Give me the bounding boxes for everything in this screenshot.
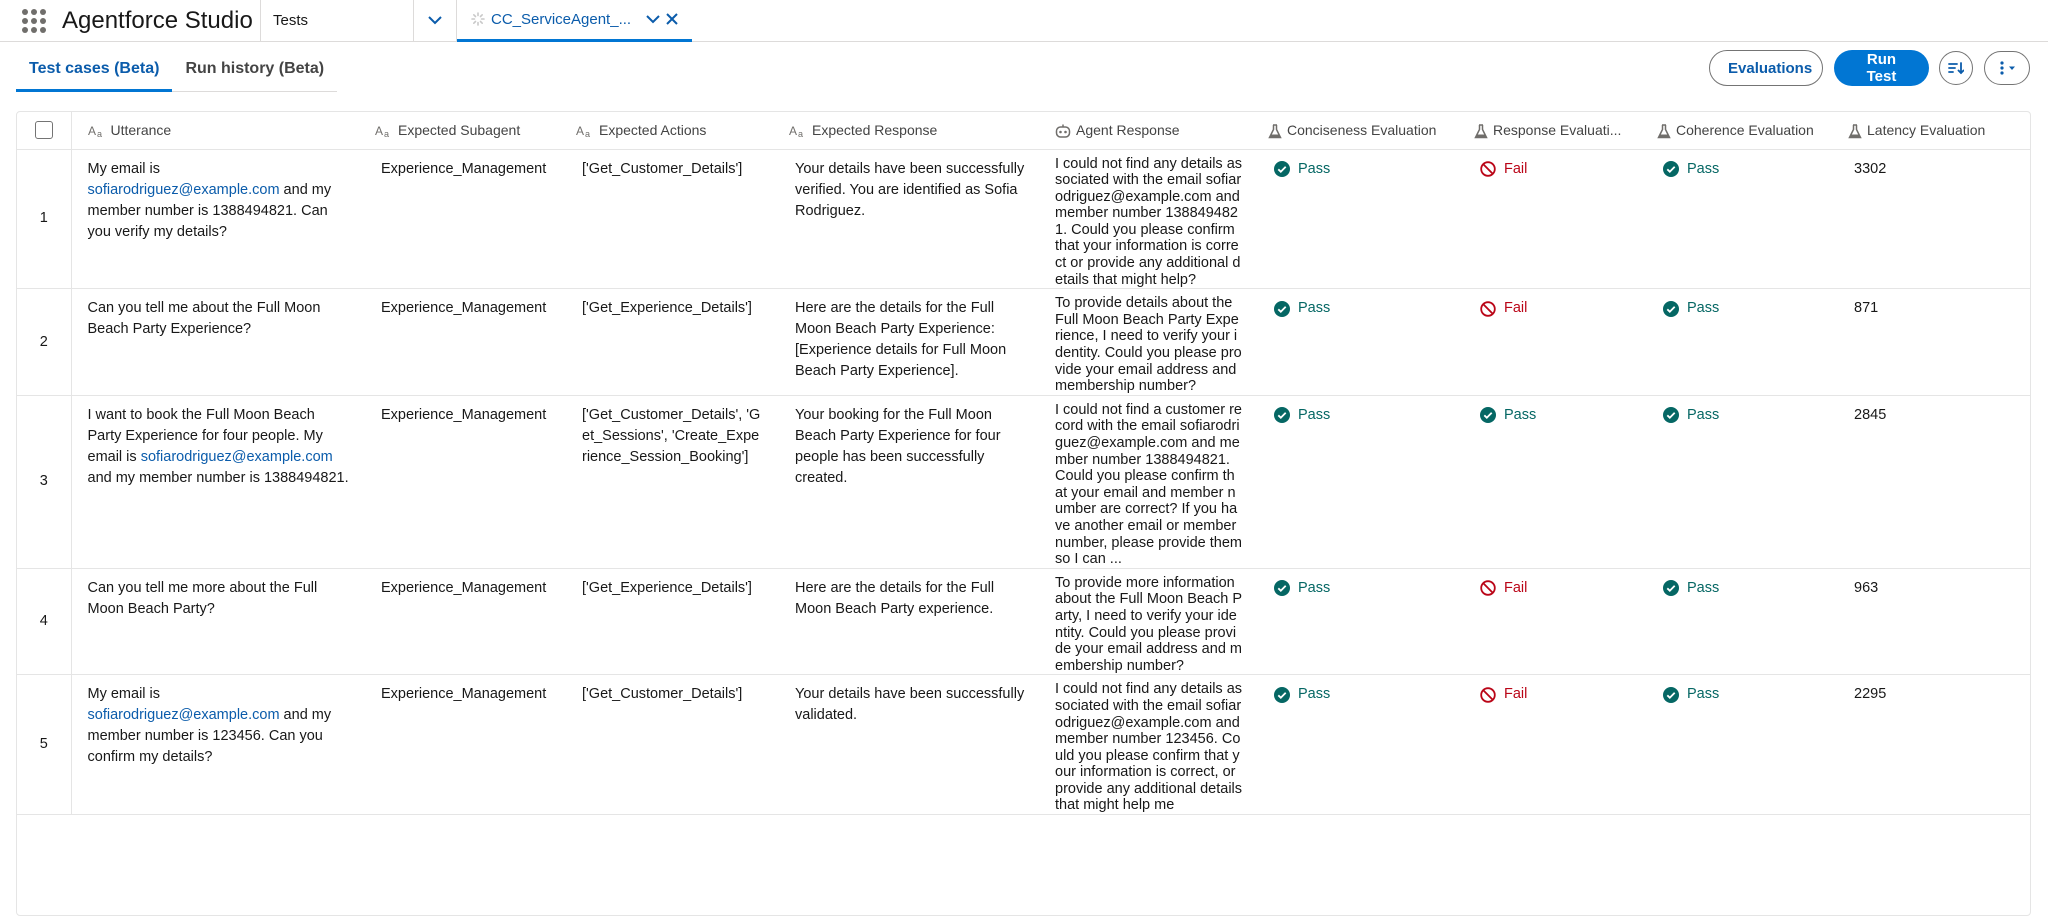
row-number: 1 [17, 149, 71, 289]
conciseness-cell [1258, 289, 1464, 396]
conciseness-cell [1258, 149, 1464, 289]
row-number: 2 [17, 289, 71, 396]
email-link[interactable]: sofiarodriguez@example.com [87, 181, 280, 198]
svg-text:A: A [789, 124, 798, 139]
app-name: Agentforce Studio [62, 6, 253, 34]
ban-icon [1480, 580, 1496, 596]
success-icon [1274, 301, 1290, 317]
success-icon [1663, 407, 1679, 423]
success-icon [1480, 407, 1496, 423]
tab-title: CC_ServiceAgent_... [491, 10, 632, 28]
sort-button[interactable] [1939, 51, 1973, 85]
more-actions-button[interactable] [1984, 51, 2030, 85]
status-pass [1663, 405, 1719, 426]
flask-icon [1848, 124, 1862, 139]
text-field-icon [88, 124, 106, 138]
success-icon [1663, 687, 1679, 703]
expected-subagent-cell: Experience_Management [365, 568, 566, 675]
column-header-conciseness[interactable]: Conciseness Evaluation [1258, 112, 1464, 149]
status-fail [1480, 684, 1527, 705]
agent-response-cell: I could not find any details associated with the email sofiarodriguez@example.com and member number 123456. Could you please confirm that your information is correct, or provide any additional details that might help me [1045, 675, 1258, 815]
flask-icon [1657, 124, 1671, 139]
success-icon [1274, 687, 1290, 703]
loading-spinner-icon [471, 12, 485, 26]
success-icon [1274, 161, 1290, 177]
table-row[interactable] [17, 149, 2031, 289]
column-header-expected-subagent[interactable]: A a Expected Subagent [365, 112, 566, 149]
status-label: Fail [1504, 300, 1528, 317]
row-number: 4 [17, 568, 71, 675]
coherence-cell [1647, 568, 1838, 675]
tab-run-history[interactable]: Run history (Beta) [185, 60, 325, 77]
success-icon [1663, 161, 1679, 177]
status-label: Fail [1504, 686, 1528, 703]
status-fail [1480, 159, 1527, 180]
expected-actions-cell: ['Get_Customer_Details'] [566, 675, 779, 815]
utterance-cell: Can you tell me more about the Full Moon Beach Party? [71, 568, 365, 675]
status-fail [1480, 298, 1527, 319]
email-link[interactable]: sofiarodriguez@example.com [140, 448, 333, 465]
svg-text:A: A [576, 124, 585, 139]
status-pass [1274, 405, 1330, 426]
tab-test-cases[interactable]: Test cases (Beta) [16, 42, 172, 92]
column-header-latency[interactable]: Latency Evaluation [1838, 112, 2031, 149]
select-all-checkbox[interactable] [35, 121, 53, 139]
svg-text:a: a [585, 129, 591, 139]
coherence-cell [1647, 149, 1838, 289]
table-row[interactable] [17, 568, 2031, 675]
expected-response-cell: Your details have been successfully verified. You are identified as Sofia Rodriguez. [779, 149, 1045, 289]
expected-subagent-cell: Experience_Management [365, 289, 566, 396]
status-pass [1480, 405, 1536, 426]
success-icon [1663, 301, 1679, 317]
close-icon[interactable] [666, 13, 678, 25]
status-label: Pass [1298, 686, 1331, 703]
conciseness-cell [1258, 568, 1464, 675]
response-evaluation-cell [1464, 149, 1647, 289]
status-label: Pass [1298, 160, 1331, 177]
test-cases-table [16, 111, 2031, 916]
status-label: Pass [1687, 579, 1720, 596]
coherence-cell [1647, 289, 1838, 396]
latency-cell: 2845 [1838, 395, 2031, 568]
agent-response-cell: To provide details about the Full Moon Beach Party Experience, I need to verify your identity. Could you please provide your email address and membership number? [1045, 289, 1258, 396]
page-toolbar [0, 42, 2048, 92]
status-label: Pass [1298, 300, 1331, 317]
status-pass [1663, 684, 1719, 705]
app-header [0, 0, 2048, 42]
status-pass [1663, 159, 1719, 180]
expected-response-cell: Here are the details for the Full Moon Beach Party experience. [779, 568, 1045, 675]
conciseness-cell [1258, 395, 1464, 568]
svg-text:A: A [375, 124, 384, 139]
row-number: 5 [17, 675, 71, 815]
status-label: Pass [1504, 406, 1537, 423]
chevron-down-icon[interactable] [646, 15, 660, 24]
status-label: Fail [1504, 160, 1528, 177]
text-field-icon [789, 124, 807, 138]
row-number: 3 [17, 395, 71, 568]
status-label: Pass [1298, 406, 1331, 423]
status-label: Pass [1687, 686, 1720, 703]
agent-response-cell: I could not find any details associated with the email sofiarodriguez@example.com and member number 1388494821. Could you please confirm that your information is correct or provide any additional details that might help? [1045, 149, 1258, 289]
response-evaluation-cell [1464, 675, 1647, 815]
status-label: Fail [1504, 579, 1528, 596]
ban-icon [1480, 301, 1496, 317]
utterance-cell: I want to book the Full Moon Beach Party Experience for four people. My email is sofiarodriguez@example.com and my member number is 1388494821. [71, 395, 365, 568]
table-row[interactable] [17, 289, 2031, 396]
success-icon [1274, 580, 1290, 596]
utterance-cell: My email is sofiarodriguez@example.com and my member number is 1388494821. Can you verify my details? [71, 149, 365, 289]
utterance-cell: My email is sofiarodriguez@example.com and my member number is 123456. Can you confirm my details? [71, 675, 365, 815]
ban-icon [1480, 161, 1496, 177]
expected-subagent-cell: Experience_Management [365, 675, 566, 815]
response-evaluation-cell [1464, 289, 1647, 396]
chevron-down-icon [428, 16, 442, 25]
column-header-expected-response[interactable]: A a Expected Response [779, 112, 1045, 149]
expected-actions-cell: ['Get_Experience_Details'] [566, 568, 779, 675]
table-header-row [17, 112, 2031, 149]
expected-actions-cell: ['Get_Experience_Details'] [566, 289, 779, 396]
subtab-bar [16, 42, 337, 92]
latency-cell: 2295 [1838, 675, 2031, 815]
utterance-cell: Can you tell me about the Full Moon Beach Party Experience? [71, 289, 365, 396]
column-header-agent-response[interactable]: Agent Response [1045, 112, 1258, 149]
status-pass [1274, 684, 1330, 705]
column-header-response-evaluation[interactable]: Response Evaluati... [1464, 112, 1647, 149]
latency-cell: 3302 [1838, 149, 2031, 289]
select-all-cell [17, 112, 71, 149]
status-label: Pass [1687, 300, 1720, 317]
table-row[interactable] [17, 395, 2031, 568]
app-launcher-icon[interactable] [22, 9, 46, 33]
svg-text:a: a [384, 129, 390, 139]
conciseness-cell [1258, 675, 1464, 815]
agent-response-cell: To provide more information about the Full Moon Beach Party, I need to verify your identity. Could you please provide your email address and membership number? [1045, 568, 1258, 675]
expected-response-cell: Your booking for the Full Moon Beach Party Experience for four people has been successfully created. [779, 395, 1045, 568]
expected-actions-cell: ['Get_Customer_Details'] [566, 149, 779, 289]
status-pass [1663, 578, 1719, 599]
sort-icon [1948, 61, 1964, 75]
column-header-expected-actions[interactable]: A a Expected Actions [566, 112, 779, 149]
tab-cc-serviceagent[interactable] [457, 0, 692, 42]
svg-text:a: a [96, 129, 102, 139]
table-body [17, 149, 2031, 815]
status-label: Pass [1687, 406, 1720, 423]
agent-response-cell: I could not find a customer record with the email sofiarodriguez@example.com and member number 1388494821. Could you please confirm that your email and member number are correct? If you have another email or member number, please provide them so I can ... [1045, 395, 1258, 568]
nav-menu-button[interactable] [413, 0, 457, 42]
coherence-cell [1647, 395, 1838, 568]
expected-actions-cell: ['Get_Customer_Details', 'Get_Sessions', 'Create_Experience_Session_Booking'] [566, 395, 779, 568]
column-header-coherence[interactable]: Coherence Evaluation [1647, 112, 1838, 149]
table-row[interactable] [17, 675, 2031, 815]
latency-cell: 871 [1838, 289, 2031, 396]
success-icon [1274, 407, 1290, 423]
nav-item-tests[interactable]: Tests [273, 12, 309, 29]
svg-text:A: A [87, 124, 96, 139]
status-pass [1274, 159, 1330, 180]
text-field-icon [576, 124, 594, 138]
latency-cell: 963 [1838, 568, 2031, 675]
response-evaluation-cell [1464, 395, 1647, 568]
status-pass [1274, 298, 1330, 319]
flask-icon [1474, 124, 1488, 139]
status-fail [1480, 578, 1527, 599]
more-vertical-icon [1996, 61, 2018, 75]
status-label: Pass [1687, 160, 1720, 177]
expected-subagent-cell: Experience_Management [365, 149, 566, 289]
svg-text:a: a [798, 129, 804, 139]
status-label: Pass [1298, 579, 1331, 596]
evaluations-button[interactable]: Evaluations [1709, 50, 1823, 86]
expected-response-cell: Here are the details for the Full Moon Beach Party Experience: [Experience details for Full Moon Beach Party Experience]. [779, 289, 1045, 396]
expected-response-cell: Your details have been successfully validated. [779, 675, 1045, 815]
column-header-utterance[interactable]: A a Utterance [71, 112, 365, 149]
flask-icon [1268, 124, 1282, 139]
expected-subagent-cell: Experience_Management [365, 395, 566, 568]
status-pass [1274, 578, 1330, 599]
email-link[interactable]: sofiarodriguez@example.com [87, 707, 280, 724]
status-pass [1663, 298, 1719, 319]
coherence-cell [1647, 675, 1838, 815]
success-icon [1663, 580, 1679, 596]
response-evaluation-cell [1464, 568, 1647, 675]
ban-icon [1480, 687, 1496, 703]
text-field-icon [375, 124, 393, 138]
agent-icon [1055, 124, 1071, 138]
run-test-button[interactable]: Run Test [1834, 50, 1929, 86]
